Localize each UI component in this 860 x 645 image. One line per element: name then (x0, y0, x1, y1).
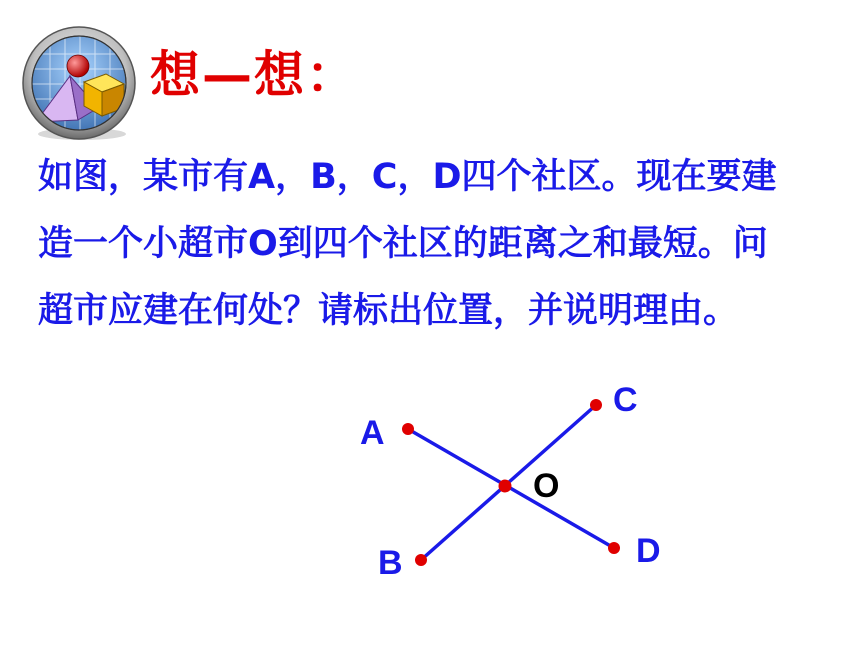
problem-line: 超市应建在何处？请标出位置，并说明理由。 (38, 291, 739, 331)
point-O (499, 480, 512, 493)
label-C: C (613, 381, 638, 419)
label-O: O (533, 467, 560, 505)
page-title: 想—想： (150, 46, 358, 104)
point-C (590, 399, 602, 411)
point-B (415, 554, 427, 566)
problem-line: 造一个小超市O到四个社区的距离之和最短。问 (38, 224, 768, 264)
label-B: B (378, 544, 403, 582)
point-D (608, 542, 620, 554)
point-A (402, 423, 414, 435)
label-A: A (360, 414, 385, 452)
problem-line: 如图，某市有A，B，C，D四个社区。现在要建 (38, 157, 777, 197)
label-D: D (636, 532, 661, 570)
